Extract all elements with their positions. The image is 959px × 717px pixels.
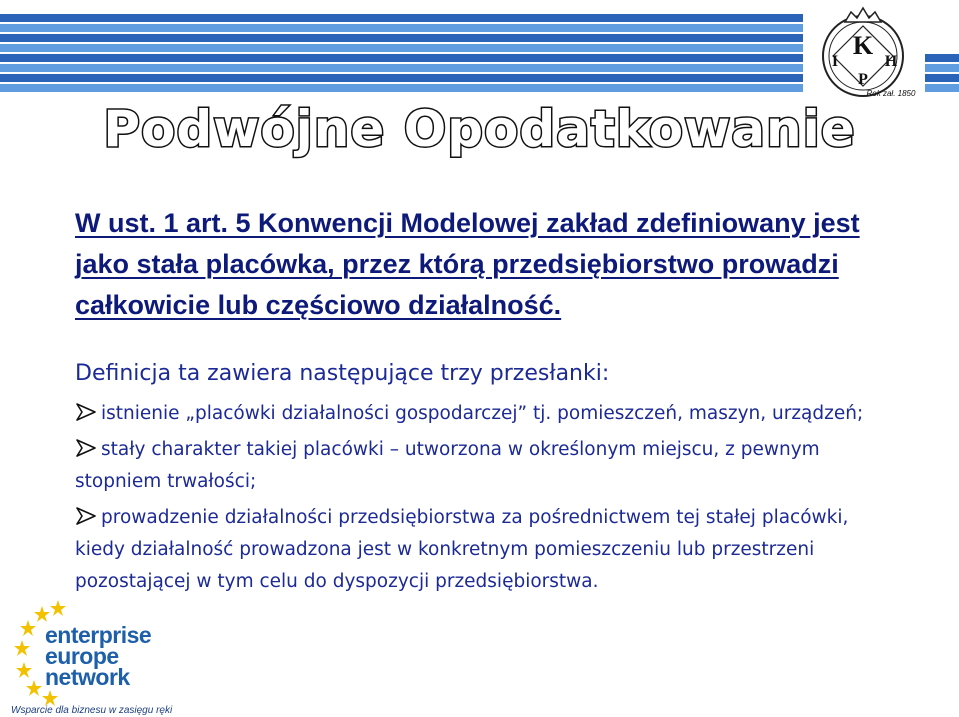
arrow-bullet-icon — [75, 506, 97, 526]
svg-text:I: I — [831, 53, 839, 70]
list-item-text: istnienie „placówki działalności gospodarczej” tj. pomieszczeń, maszyn, urządzeń; — [101, 403, 864, 424]
list-item — [75, 434, 895, 498]
list-item — [75, 398, 895, 430]
list-item-text: stały charakter takiej placówki – utworzona w określonym miejscu, z pewnym stopniem trwałości; — [75, 439, 820, 492]
een-tagline: Wsparcie dla biznesu w zasięgu ręki — [11, 705, 173, 716]
list-item-text: prowadzenie działalności przedsiębiorstwa za pośrednictwem tej stałej placówki, kiedy działalność prowadzona jest w konkretnym pomieszczeniu lub przestrzeni pozostającej w tym celu do dyspozycji przedsiębiorstwa. — [75, 507, 849, 592]
arrow-bullet-icon — [75, 438, 97, 458]
een-line-europe: europe — [45, 643, 119, 669]
iph-crest-icon — [803, 4, 925, 102]
een-line-enterprise: enterprise — [45, 622, 152, 648]
iph-crest-logo — [803, 4, 925, 102]
list-item — [75, 502, 895, 598]
svg-text:H: H — [884, 53, 898, 70]
svg-text:P: P — [858, 71, 868, 88]
premise-list — [75, 398, 895, 602]
een-wordmark — [45, 622, 152, 690]
svg-text:K: K — [852, 31, 874, 60]
page-title: Podwójne Opodatkowanie — [103, 100, 856, 158]
arrow-bullet-icon — [75, 402, 97, 422]
definition-heading: Definicja ta zawiera następujące trzy przesłanki: — [75, 361, 610, 386]
intro-text: W ust. 1 art. 5 Konwencji Modelowej zakład zdefiniowany jest jako stała placówka, przez którą przedsiębiorstwo prowadzi całkowicie lub częściowo działalność. — [75, 208, 860, 320]
een-line-network: network — [45, 664, 130, 690]
svg-text:Rok zał. 1850: Rok zał. 1850 — [866, 89, 916, 98]
